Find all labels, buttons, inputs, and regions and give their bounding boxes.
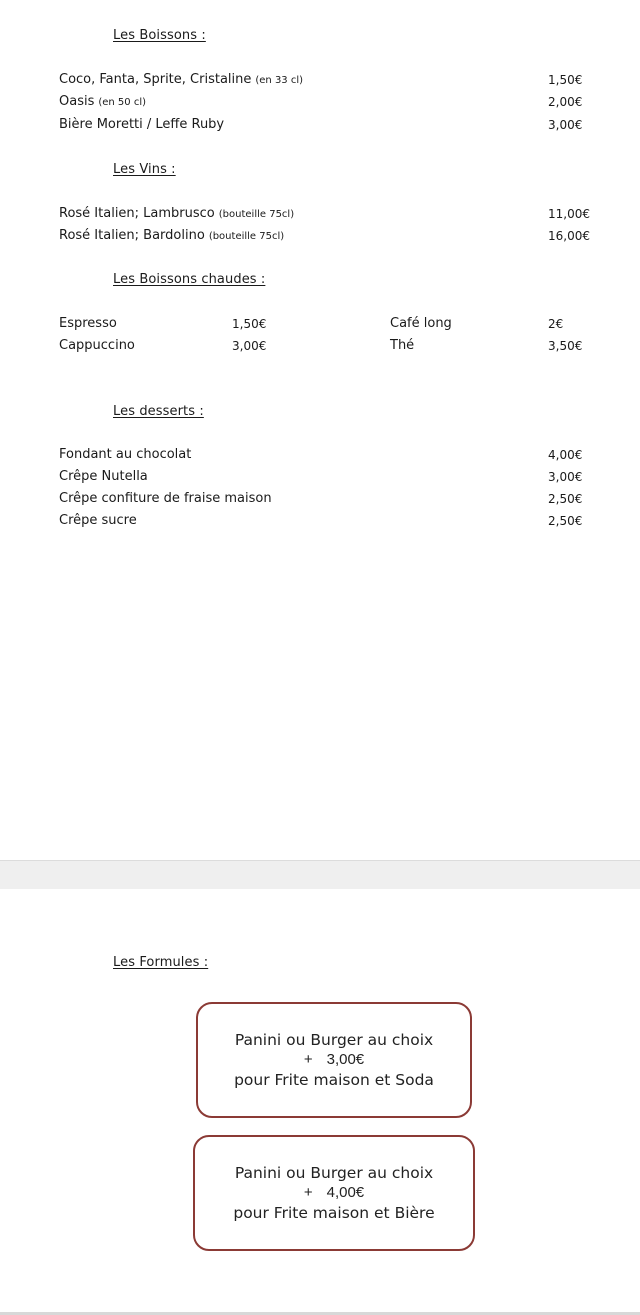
formula-line3: pour Frite maison et Bière bbox=[233, 1204, 435, 1222]
item-price: 2,50€ bbox=[548, 492, 583, 506]
page-separator bbox=[0, 860, 640, 890]
item-name: Cappuccino bbox=[59, 338, 135, 353]
item-note: (bouteille 75cl) bbox=[218, 209, 295, 220]
item-note: (en 50 cl) bbox=[98, 97, 147, 108]
formula-box bbox=[193, 1135, 475, 1251]
item-row bbox=[59, 72, 303, 87]
item-name: Bière Moretti / Leffe Ruby bbox=[59, 117, 225, 132]
heading-boissons-chaudes: Les Boissons chaudes : bbox=[113, 272, 266, 287]
item-price: 2,00€ bbox=[548, 95, 583, 109]
item-name: Café long bbox=[390, 316, 452, 331]
formula-line1: Panini ou Burger au choix bbox=[234, 1164, 434, 1182]
item-note: (en 33 cl) bbox=[255, 75, 304, 86]
heading-desserts: Les desserts : bbox=[113, 404, 204, 419]
item-price: 11,00€ bbox=[548, 207, 590, 221]
item-note: (bouteille 75cl) bbox=[208, 231, 285, 242]
item-price: 4,00€ bbox=[548, 448, 583, 462]
formula-price-line bbox=[195, 1183, 473, 1203]
plus-sign: + bbox=[303, 1051, 313, 1068]
formula-price: 3,00€ bbox=[326, 1051, 365, 1068]
item-name: Oasis bbox=[59, 94, 95, 109]
item-row bbox=[59, 117, 224, 132]
item-name: Rosé Italien; Bardolino bbox=[59, 228, 205, 243]
menu-page-2 bbox=[0, 889, 640, 1309]
item-name: Crêpe Nutella bbox=[59, 469, 148, 484]
heading-vins: Les Vins : bbox=[113, 162, 176, 177]
item-name: Fondant au chocolat bbox=[59, 447, 192, 462]
item-name: Coco, Fanta, Sprite, Cristaline bbox=[59, 72, 252, 87]
formula-price: 4,00€ bbox=[326, 1184, 365, 1201]
formula-box bbox=[196, 1002, 472, 1118]
item-price: 3,00€ bbox=[548, 470, 583, 484]
item-name: Espresso bbox=[59, 316, 117, 331]
formula-line3: pour Frite maison et Soda bbox=[234, 1071, 434, 1089]
item-price: 1,50€ bbox=[548, 73, 583, 87]
item-price: 3,50€ bbox=[548, 339, 583, 353]
item-price: 2,50€ bbox=[548, 514, 583, 528]
heading-formules: Les Formules : bbox=[113, 955, 209, 970]
plus-sign: + bbox=[303, 1184, 313, 1201]
item-price: 2€ bbox=[548, 317, 564, 331]
formula-line1: Panini ou Burger au choix bbox=[234, 1031, 434, 1049]
heading-boissons: Les Boissons : bbox=[113, 28, 206, 43]
item-name: Crêpe sucre bbox=[59, 513, 137, 528]
formula-price-line bbox=[198, 1050, 470, 1070]
item-price: 16,00€ bbox=[548, 229, 590, 243]
item-row bbox=[59, 228, 284, 243]
item-row bbox=[59, 94, 146, 109]
item-name: Crêpe confiture de fraise maison bbox=[59, 491, 272, 506]
item-price: 3,00€ bbox=[232, 339, 267, 353]
item-name: Rosé Italien; Lambrusco bbox=[59, 206, 215, 221]
item-price: 3,00€ bbox=[548, 118, 583, 132]
item-name: Thé bbox=[390, 338, 415, 353]
item-price: 1,50€ bbox=[232, 317, 267, 331]
item-row bbox=[59, 206, 294, 221]
